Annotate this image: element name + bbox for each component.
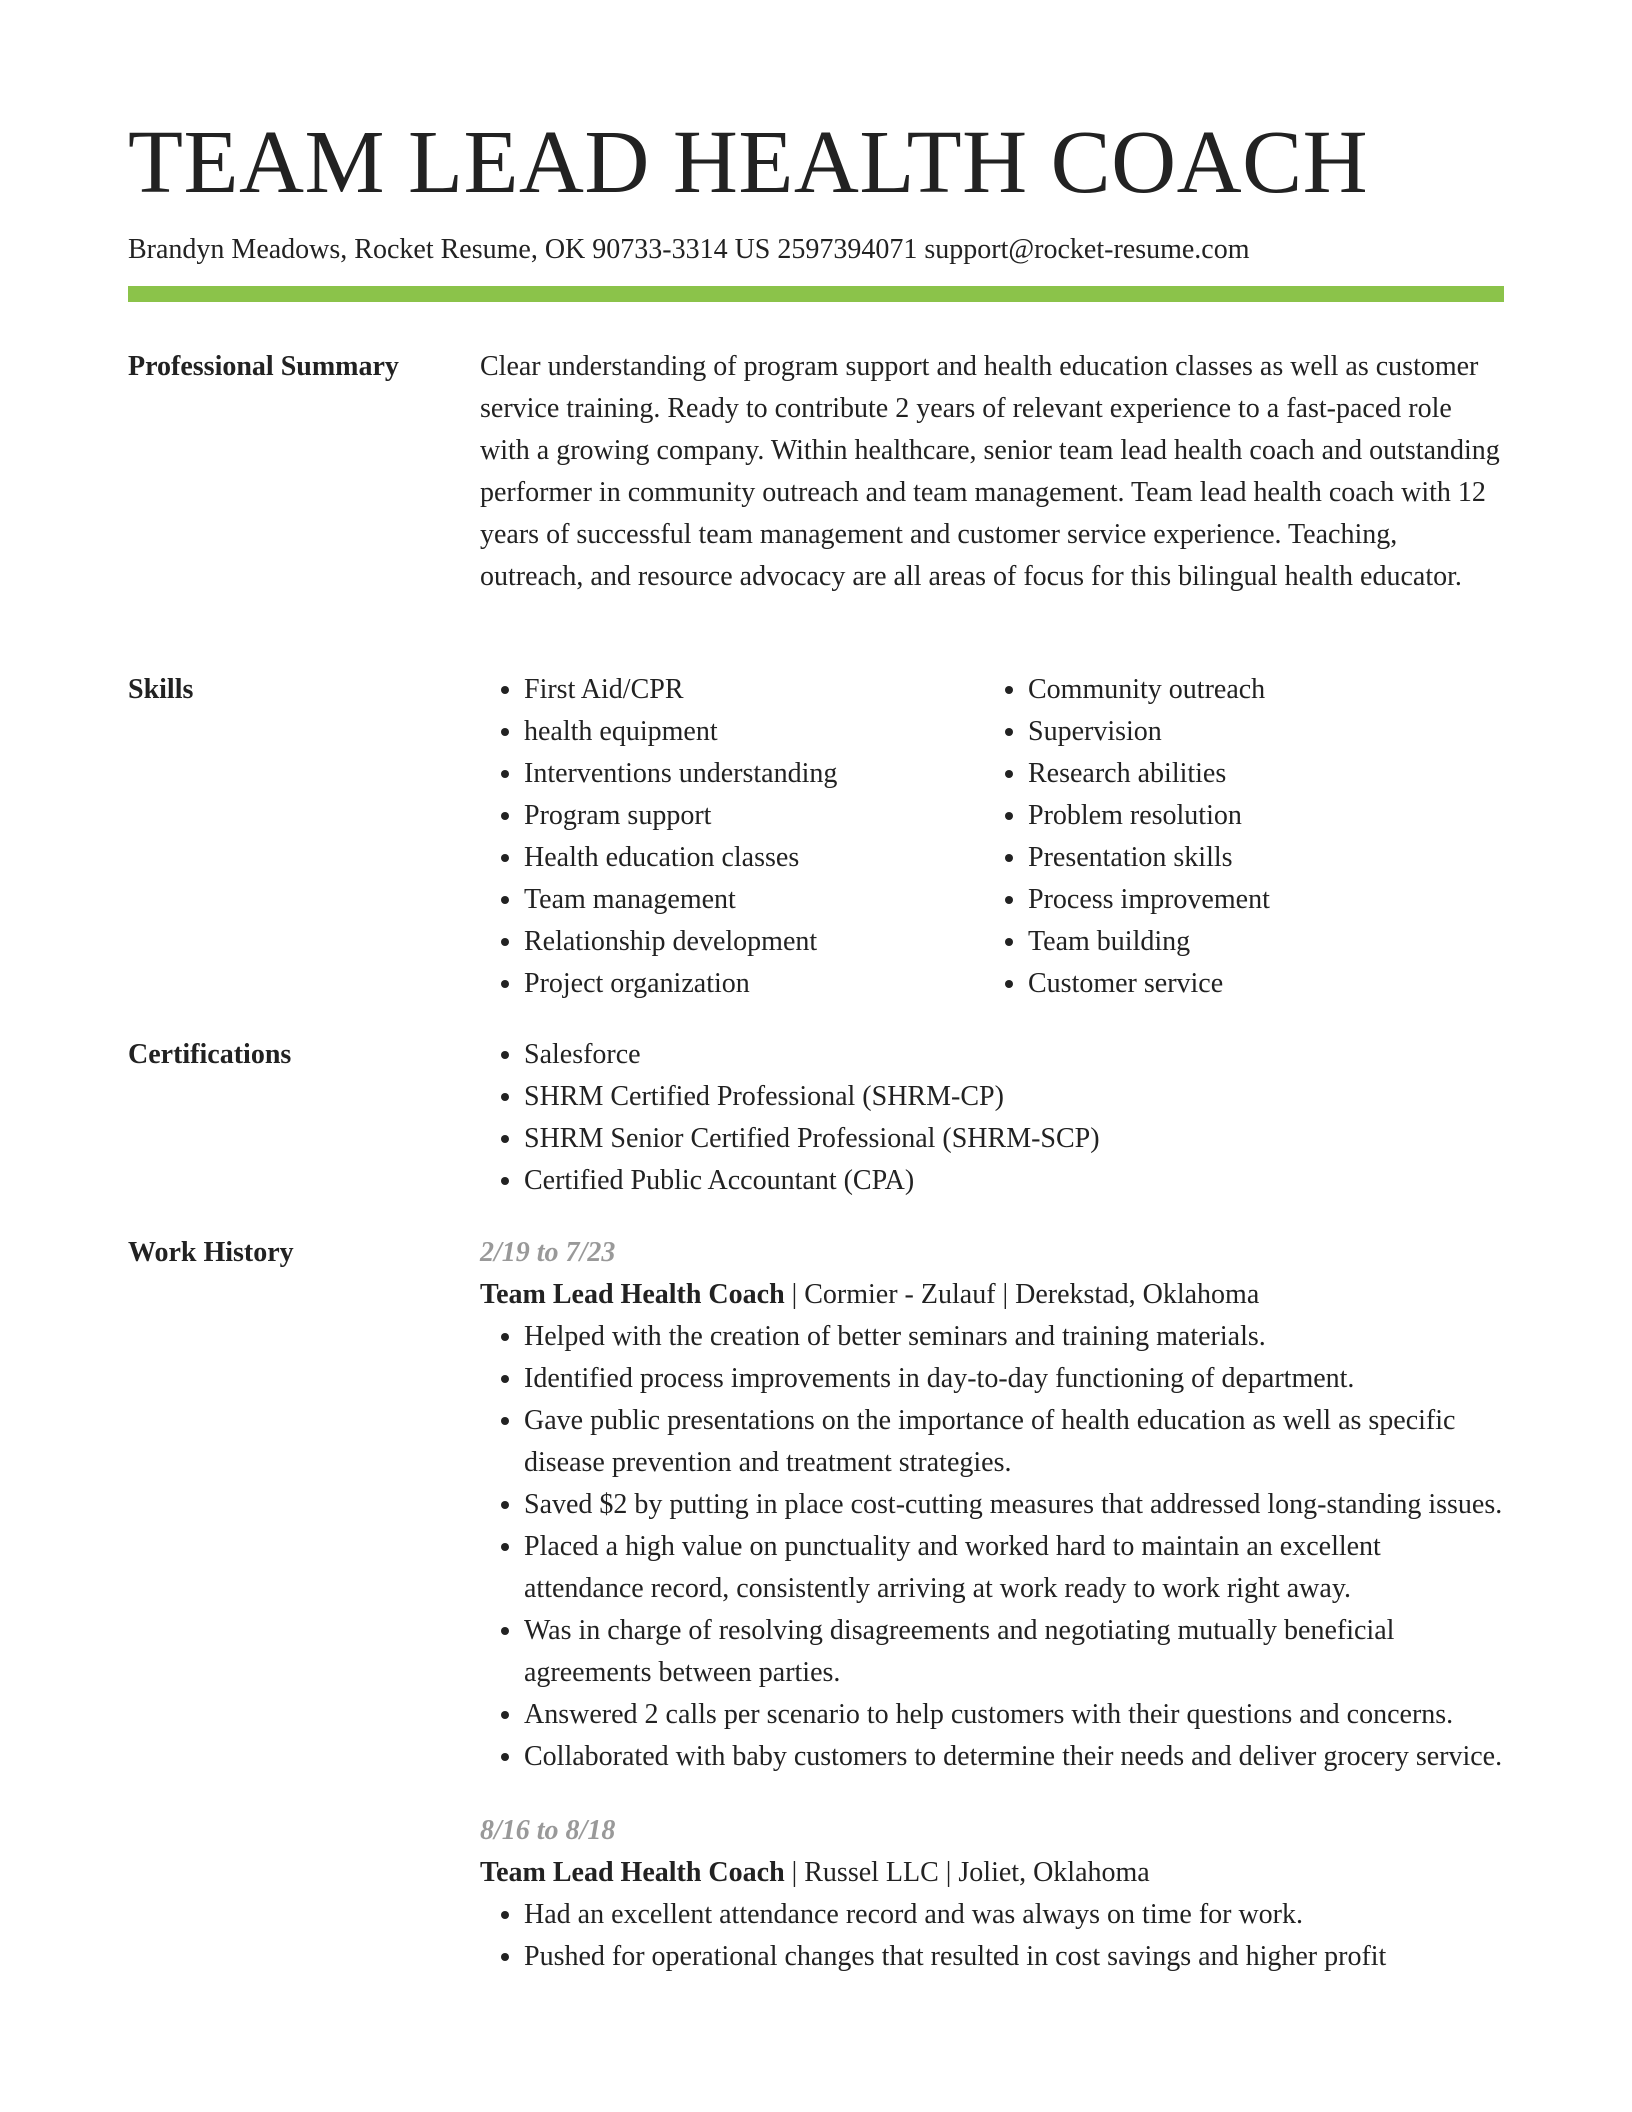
- summary-section: [480, 346, 1504, 598]
- job-duty-item: • Helped with the creation of better seminars and training materials.: [524, 1316, 1504, 1358]
- job-entry: [480, 1232, 1504, 1778]
- job-employer-location: | Russel LLC | Joliet, Oklahoma: [784, 1857, 1150, 1888]
- job-duty-item: • Pushed for operational changes that resulted in cost savings and higher profit: [524, 1936, 1504, 1978]
- skills-list-right: [984, 669, 1488, 1005]
- job-duty-item: • Gave public presentations on the importance of health education as well as specific disease prevention and treatment strategies.: [524, 1400, 1504, 1484]
- skill-item: • Relationship development: [524, 921, 984, 963]
- skill-item: • Supervision: [1028, 711, 1488, 753]
- job-duties-list: [480, 1316, 1504, 1778]
- job-duty-item: • Identified process improvements in day-to-day functioning of department.: [524, 1358, 1504, 1400]
- skill-item: • Research abilities: [1028, 753, 1488, 795]
- certification-item: • Certified Public Accountant (CPA): [524, 1160, 1504, 1202]
- job-entry: [480, 1810, 1504, 1978]
- certification-item: • SHRM Certified Professional (SHRM-CP): [524, 1076, 1504, 1118]
- job-heading: [480, 1852, 1504, 1894]
- job-duties-list: [480, 1894, 1504, 1978]
- accent-divider: [128, 286, 1504, 302]
- skill-item: • Interventions understanding: [524, 753, 984, 795]
- skill-item: • health equipment: [524, 711, 984, 753]
- skill-item: • Process improvement: [1028, 879, 1488, 921]
- job-duty-item: • Saved $2 by putting in place cost-cutting measures that addressed long-standing issues.: [524, 1484, 1504, 1526]
- certifications-heading: Certifications: [128, 1039, 292, 1070]
- job-duty-item: • Collaborated with baby customers to determine their needs and deliver grocery service.: [524, 1736, 1504, 1778]
- job-heading: [480, 1274, 1504, 1316]
- job-duty-item: • Had an excellent attendance record and was always on time for work.: [524, 1894, 1504, 1936]
- skills-column-right: [984, 669, 1488, 1005]
- skill-item: • Program support: [524, 795, 984, 837]
- skill-item: • Customer service: [1028, 963, 1488, 1005]
- skills-heading: Skills: [128, 674, 194, 705]
- skill-item: • First Aid/CPR: [524, 669, 984, 711]
- resume-title: TEAM LEAD HEALTH COACH: [128, 113, 1369, 212]
- skill-item: • Team management: [524, 879, 984, 921]
- certification-item: • SHRM Senior Certified Professional (SHRM-SCP): [524, 1118, 1504, 1160]
- work-history-section: [480, 1232, 1504, 1978]
- skill-item: • Community outreach: [1028, 669, 1488, 711]
- job-duty-item: • Placed a high value on punctuality and worked hard to maintain an excellent attendance record, consistently arriving at work ready to work right away.: [524, 1526, 1504, 1610]
- job-title: Team Lead Health Coach: [480, 1857, 785, 1888]
- certification-item: • Salesforce: [524, 1034, 1504, 1076]
- skill-item: • Project organization: [524, 963, 984, 1005]
- skill-item: • Health education classes: [524, 837, 984, 879]
- skills-column-left: [480, 669, 984, 1005]
- work-history-heading: Work History: [128, 1237, 294, 1268]
- summary-heading: Professional Summary: [128, 351, 399, 382]
- job-duty-item: • Was in charge of resolving disagreements and negotiating mutually beneficial agreements between parties.: [524, 1610, 1504, 1694]
- job-duty-item: • Answered 2 calls per scenario to help customers with their questions and concerns.: [524, 1694, 1504, 1736]
- skill-item: • Problem resolution: [1028, 795, 1488, 837]
- job-dates: 2/19 to 7/23: [480, 1237, 616, 1268]
- skills-section: [480, 669, 1504, 1005]
- certifications-section: [480, 1034, 1504, 1202]
- skill-item: • Presentation skills: [1028, 837, 1488, 879]
- job-employer-location: | Cormier - Zulauf | Derekstad, Oklahoma: [784, 1279, 1260, 1310]
- contact-line: Brandyn Meadows, Rocket Resume, OK 90733-3314 US 2597394071 support@rocket-resume.com: [128, 234, 1250, 265]
- skills-list-left: [480, 669, 984, 1005]
- summary-text: Clear understanding of program support and health education classes as well as customer service training. Ready to contribute 2 years of relevant experience to a fast-paced role with a growing company. Within healthcare, senior team lead health coach and outstanding performer in community outreach and team management. Team lead health coach with 12 years of successful team management and customer service experience. Teaching, outreach, and resource advocacy are all areas of focus for this bilingual health educator.: [480, 351, 1500, 592]
- certifications-list: [480, 1034, 1504, 1202]
- job-dates: 8/16 to 8/18: [480, 1815, 616, 1846]
- job-title: Team Lead Health Coach: [480, 1279, 785, 1310]
- skill-item: • Team building: [1028, 921, 1488, 963]
